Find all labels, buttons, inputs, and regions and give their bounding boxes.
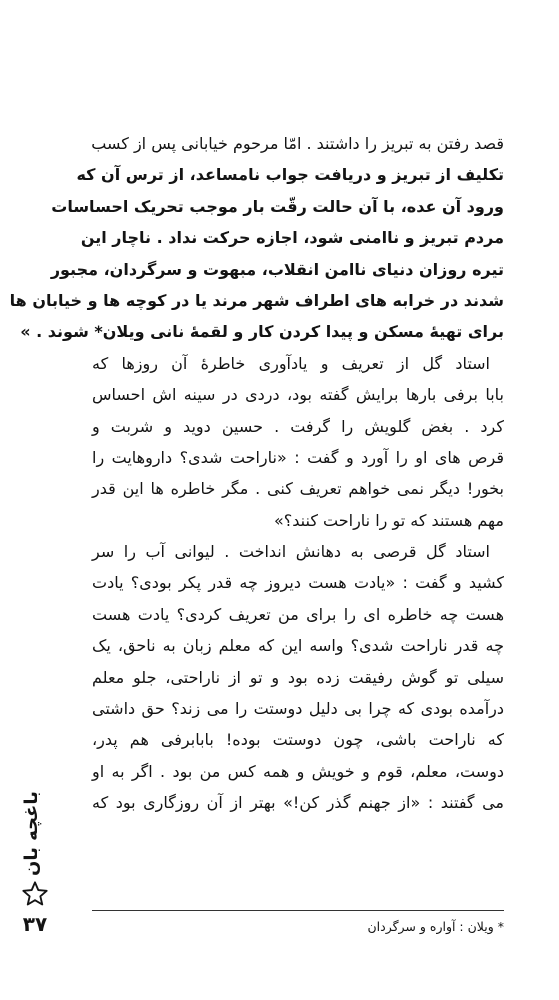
text-line: که ناراحت باشی، چون دوستت بوده! بابابرفی هم پدر،: [92, 730, 504, 750]
text-line: بخور! دیگر نمی خواهم تعریف کنی . مگر خاطره ها این قدر: [92, 479, 504, 499]
text-line: می گفتند : «از جهنم گذر کن!» بهتر از آن روزگاری بود که: [92, 793, 504, 813]
text-line: هست چه خاطره ای را برای من تعریف کردی؟ یادت هست: [92, 604, 504, 624]
text-line: درآمده بودی که چرا بی دلیل دوستت را می زند؟ حق داشتی: [92, 699, 504, 719]
text-line: استاد گل از تعریف و یادآوری خاطرهٔ آن روزها که: [92, 353, 490, 373]
text-line: قرص های او را آورد و گفت : «ناراحت شدی؟ داروهایت را: [92, 447, 504, 467]
text-line: استاد گل قرصی به دهانش انداخت . لیوانی آب را سر: [92, 542, 490, 562]
text-line: تکلیف از تبریز و دریافت جواب نامساعد، از ترس آن که: [76, 165, 504, 185]
footnote-divider: [92, 910, 504, 911]
text-line: سیلی تو گوش رفیقت زده بود و تو از ناراحتی، جلو معلم: [92, 667, 504, 687]
book-title-logo: باغچه بان: [21, 791, 42, 876]
text-line: برای تهیهٔ مسکن و پیدا کردن کار و لقمهٔ نانی ویلان* شوند . »: [20, 322, 504, 342]
text-line: قصد رفتن به تبریز را داشتند . امّا مرحوم خیابانی پس از کسب: [91, 134, 504, 153]
text-line: کشید و گفت : «یادت هست دیروز چه قدر پکر بودی؟ یادت: [92, 573, 504, 593]
text-line: کرد . بغض گلویش را گرفت . حسین دوید و شربت و: [92, 416, 504, 436]
body-text: [9, 128, 504, 819]
star-outline-icon: [21, 880, 49, 908]
page-sidebar: [12, 791, 58, 952]
text-line: شدند در خرابه های اطراف شهر مرند یا در کوچه ها و خیابان ها: [9, 290, 504, 310]
text-line: چه قدر ناراحت شدی؟ واسه این که معلم زبان به ناحق، یک: [92, 636, 504, 656]
text-line: ورود آن عده، با آن حالت رقّت بار موجب تحریک احساسات: [51, 196, 504, 216]
text-line: مردم تبریز و ناامنی شود، اجازه حرکت نداد . ناچار این: [80, 228, 504, 248]
text-line: بابا برفی بارها برایش گفته بود، دردی در سینه اش احساس: [92, 385, 504, 405]
page-number: ۳۷: [22, 912, 48, 936]
footnote: * ویلان : آواره و سرگردان: [367, 919, 504, 934]
text-line: مهم هستند که تو را ناراحت کنند؟»: [273, 510, 504, 530]
text-line: تیره روزان دنیای ناامن انقلاب، مبهوت و سرگردان، مجبور: [50, 259, 504, 279]
text-line: دوست، معلم، قوم و خویش و همه کس من بود . اگر به او: [92, 761, 504, 781]
